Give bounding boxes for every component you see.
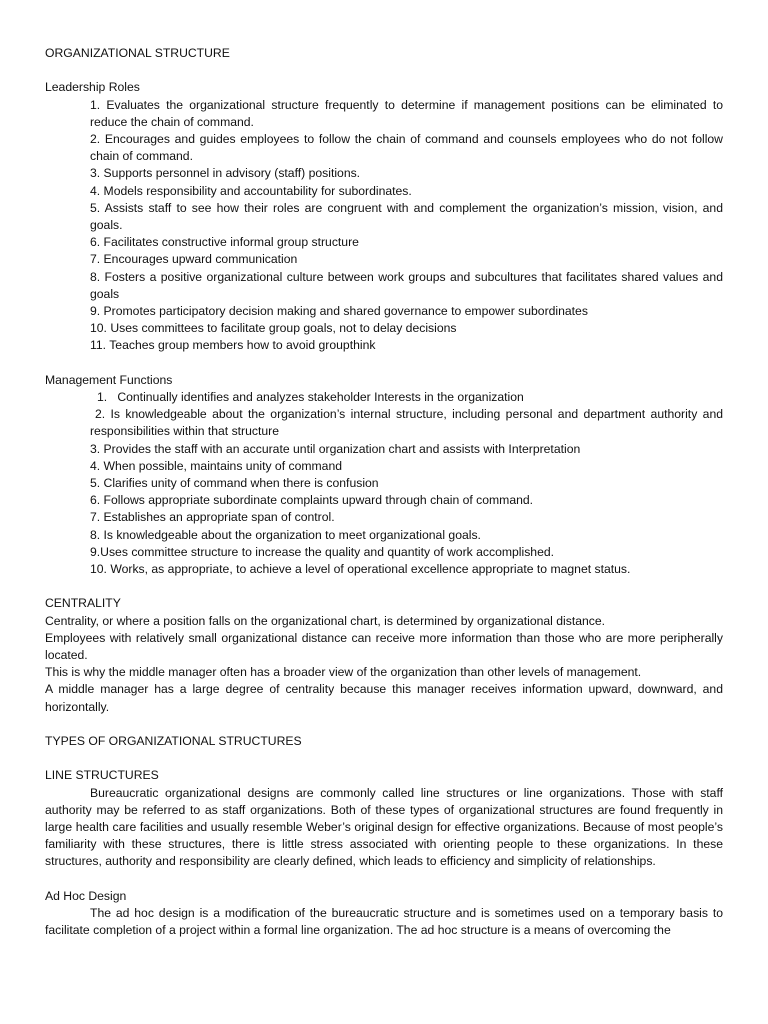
spacer (45, 871, 723, 888)
leadership-item-6: 6. Facilitates constructive informal group structure (90, 235, 359, 250)
ad-hoc-paragraph: The ad hoc design is a modification of the bureaucratic structure and is sometimes used on a temporary basis to facilitate completion of a project within a formal line organization. The ad hoc structure is a means of overcoming the (45, 906, 723, 938)
management-item-6: 6. Follows appropriate subordinate complaints upward through chain of command. (90, 493, 534, 508)
management-item-9: 9.Uses committee structure to increase the quality and quantity of work accomplished. (90, 544, 555, 559)
spacer (45, 716, 723, 733)
spacer (45, 62, 723, 79)
management-item-10: 10. Works, as appropriate, to achieve a level of operational excellence appropriate to magnet status. (90, 562, 631, 577)
leadership-heading: Leadership Roles (45, 80, 140, 95)
centrality-heading: CENTRALITY (45, 596, 121, 611)
management-item-8: 8. Is knowledgeable about the organization to meet organizational goals. (90, 527, 481, 542)
centrality-paragraph-1: Centrality, or where a position falls on the organizational chart, is determined by organizational distance. (45, 613, 606, 628)
management-item-2: 2. Is knowledgeable about the organization’s internal structure, including personal and department authority and responsibilities within that structure (90, 407, 723, 439)
leadership-item-7: 7. Encourages upward communication (90, 252, 298, 267)
leadership-item-2: 2. Encourages and guides employees to follow the chain of command and counsels employees who do not follow chain of command. (90, 132, 723, 164)
document-page (45, 45, 723, 939)
management-item-4: 4. When possible, maintains unity of command (90, 458, 342, 473)
leadership-item-3: 3. Supports personnel in advisory (staff) positions. (90, 166, 361, 181)
management-item-3: 3. Provides the staff with an accurate until organization chart and assists with Interpretation (90, 441, 581, 456)
management-item-1: 1. Continually identifies and analyzes stakeholder Interests in the organization (97, 390, 524, 405)
leadership-item-5: 5. Assists staff to see how their roles are congruent with and complement the organization’s mission, vision, and goals. (90, 200, 723, 233)
management-item-7: 7. Establishes an appropriate span of control. (90, 510, 335, 525)
leadership-item-8: 8. Fosters a positive organizational culture between work groups and subcultures that facilitates shared values and goals (90, 269, 723, 301)
management-heading: Management Functions (45, 372, 173, 387)
spacer (45, 355, 723, 372)
spacer (45, 578, 723, 595)
ad-hoc-heading: Ad Hoc Design (45, 888, 127, 903)
centrality-paragraph-4: A middle manager has a large degree of centrality because this manager receives information upward, downward, and horizontally. (45, 682, 723, 714)
line-structures-paragraph: Bureaucratic organizational designs are commonly called line structures or line organizations. Those with staff authority may be referred to as staff organizations. Both of these types of organizational structures are found frequently in large health care facilities and usually resemble Weber’s original design for effective organizations. Because of most people’s familiarity with these structures, there is little stress associated with orienting people to these organizations. In these structures, authority and responsibility are clearly defined, which leads to efficiency and simplicity of relationships. (45, 785, 723, 869)
centrality-paragraph-2: Employees with relatively small organizational distance can receive more information than those who are more peripherally located. (45, 630, 723, 663)
leadership-item-4: 4. Models responsibility and accountability for subordinates. (90, 183, 412, 198)
types-heading: TYPES OF ORGANIZATIONAL STRUCTURES (45, 734, 302, 749)
spacer (45, 750, 723, 767)
management-item-5: 5. Clarifies unity of command when there is confusion (90, 476, 379, 491)
leadership-item-1: 1. Evaluates the organizational structure frequently to determine if management positions can be eliminated to reduce the chain of command. (90, 97, 723, 129)
leadership-item-11: 11. Teaches group members how to avoid groupthink (90, 338, 376, 353)
document-title: ORGANIZATIONAL STRUCTURE (45, 46, 230, 60)
line-structures-heading: LINE STRUCTURES (45, 768, 159, 783)
centrality-paragraph-3: This is why the middle manager often has a broader view of the organization than other levels of management. (45, 665, 642, 680)
leadership-item-10: 10. Uses committees to facilitate group goals, not to delay decisions (90, 321, 457, 336)
leadership-item-9: 9. Promotes participatory decision making and shared governance to empower subordinates (90, 304, 588, 319)
